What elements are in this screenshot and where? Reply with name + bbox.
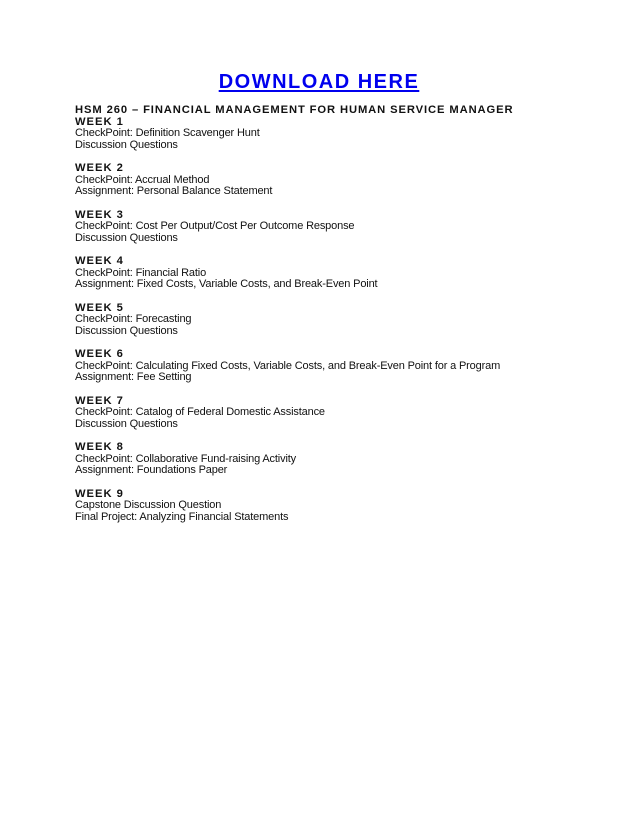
- week-item: Assignment: Fee Setting: [75, 371, 192, 383]
- week-section: [75, 349, 595, 384]
- week-section: [75, 117, 595, 152]
- week-section: [75, 442, 595, 477]
- week-item: CheckPoint: Catalog of Federal Domestic Assistance: [75, 406, 325, 418]
- week-item: Discussion Questions: [75, 231, 178, 244]
- course-title: HSM 260 – FINANCIAL MANAGEMENT FOR HUMAN SERVICE MANAGER: [75, 104, 514, 116]
- week-item: Assignment: Personal Balance Statement: [75, 185, 273, 197]
- week-section: [75, 256, 595, 291]
- week-section: [75, 303, 595, 338]
- week-section: [75, 210, 595, 245]
- week-heading: WEEK 3: [75, 208, 124, 221]
- week-heading: WEEK 6: [75, 348, 124, 360]
- week-section: [75, 489, 595, 524]
- week-heading: WEEK 1: [75, 115, 124, 128]
- week-item: CheckPoint: Collaborative Fund-raising Activity: [75, 452, 296, 465]
- week-item: CheckPoint: Calculating Fixed Costs, Variable Costs, and Break-Even Point for a Program: [75, 359, 501, 372]
- week-item: CheckPoint: Accrual Method: [75, 173, 210, 186]
- week-heading: WEEK 8: [75, 441, 124, 453]
- week-item: Discussion Questions: [75, 138, 178, 151]
- download-link[interactable]: DOWNLOAD HERE: [218, 71, 420, 93]
- week-heading: WEEK 9: [75, 487, 124, 500]
- week-heading: WEEK 4: [75, 255, 124, 267]
- week-item: CheckPoint: Financial Ratio: [75, 266, 207, 279]
- week-section: [75, 163, 595, 198]
- week-item: CheckPoint: Forecasting: [75, 313, 192, 325]
- week-item: Capstone Discussion Question: [75, 499, 222, 511]
- week-item: Final Project: Analyzing Financial Statements: [75, 510, 289, 523]
- week-heading: WEEK 5: [75, 301, 124, 314]
- week-heading: WEEK 2: [75, 162, 124, 174]
- week-item: CheckPoint: Cost Per Output/Cost Per Outcome Response: [75, 220, 355, 232]
- week-item: Assignment: Foundations Paper: [75, 464, 228, 476]
- week-section: [75, 396, 595, 431]
- week-item: Discussion Questions: [75, 417, 178, 430]
- syllabus-content: [75, 105, 595, 523]
- week-list: [75, 117, 595, 524]
- week-item: Assignment: Fixed Costs, Variable Costs, and Break-Even Point: [75, 278, 378, 290]
- week-heading: WEEK 7: [75, 394, 124, 407]
- week-item: CheckPoint: Definition Scavenger Hunt: [75, 127, 260, 139]
- week-item: Discussion Questions: [75, 324, 178, 337]
